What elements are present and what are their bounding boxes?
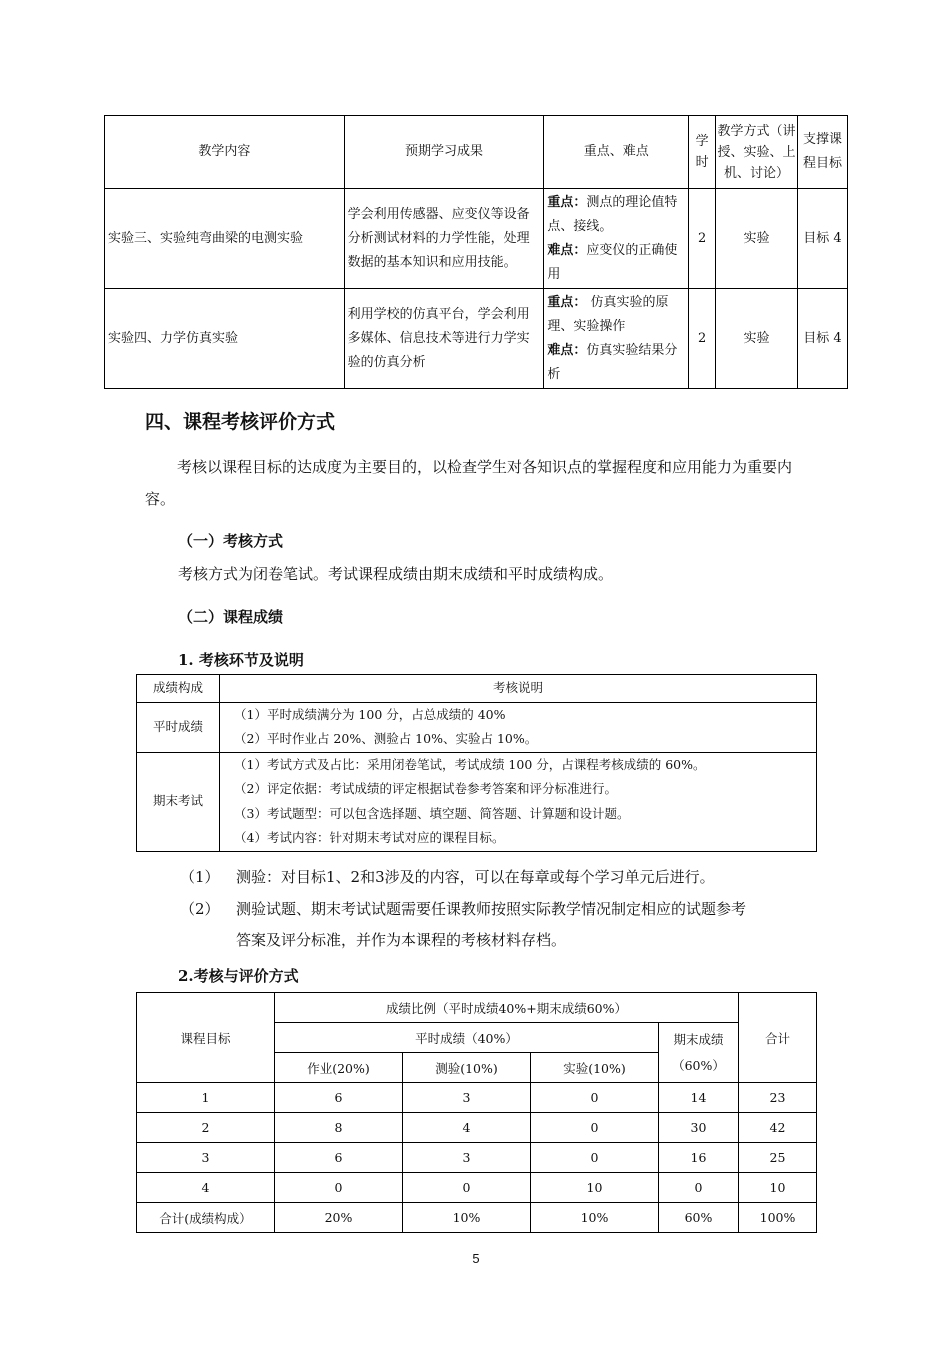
final-grade-label: 期末成绩	[673, 1031, 724, 1047]
cell-homework: 0	[275, 1173, 403, 1203]
cell-final: 0	[659, 1173, 739, 1203]
cell-final: 16	[659, 1143, 739, 1173]
table-header-row	[105, 116, 848, 189]
header-target: 支撑课程目标	[798, 116, 848, 189]
cell-total: 25	[739, 1143, 817, 1173]
header-homework: 作业(20%)	[275, 1053, 403, 1083]
section-intro: 考核以课程目标的达成度为主要目的，以检查学生对各知识点的掌握程度和应用能力为重要内容。	[145, 458, 793, 508]
row-method: 实验	[716, 189, 798, 289]
header-quiz: 测验(10%)	[403, 1053, 531, 1083]
table-row	[137, 702, 817, 752]
row-target: 目标 4	[798, 289, 848, 389]
cell-lab: 0	[531, 1143, 659, 1173]
description-line: （1）平时成绩满分为 100 分，占总成绩的 40%	[234, 706, 506, 722]
row-key-points	[544, 189, 689, 289]
header-course-target: 课程目标	[137, 993, 275, 1083]
cell-total: 10	[739, 1173, 817, 1203]
note-text: 测验试题、期末考试试题需要任课教师按照实际教学情况制定相应的试题参考	[236, 900, 747, 918]
cell-lab: 0	[531, 1083, 659, 1113]
cell-total: 42	[739, 1113, 817, 1143]
key-text: 仿真实验的原理、实验操作	[547, 294, 669, 334]
header-content: 教学内容	[105, 116, 345, 189]
cell-lab: 10	[531, 1173, 659, 1203]
subsection-course-grade: （二）课程成绩	[178, 608, 284, 626]
row-name: 平时成绩	[137, 702, 220, 752]
description-line: （4）考试内容：针对期末考试对应的课程目标。	[234, 830, 505, 845]
description-line: （3）考试题型：可以包含选择题、填空题、简答题、计算题和设计题。	[234, 805, 630, 821]
header-total: 合计	[739, 993, 817, 1083]
row-description	[220, 752, 817, 851]
cell-final: 60%	[659, 1203, 739, 1233]
note-number: （2）	[180, 900, 220, 918]
row-method: 实验	[716, 289, 798, 389]
header-grade-ratio: 成绩比例（平时成绩40%+期末成绩60%）	[275, 993, 739, 1023]
subsection-assessment-method: （一）考核方式	[178, 532, 284, 550]
table-row	[137, 1083, 817, 1113]
row-outcome: 学会利用传感器、应变仪等设备分析测试材料的力学性能，处理数据的基本知识和应用技能。	[344, 189, 544, 289]
cell-target: 2	[137, 1113, 275, 1143]
header-key-points: 重点、难点	[544, 116, 689, 189]
header-grade-component: 成绩构成	[137, 675, 220, 703]
hard-text: 应变仪的正确使用	[547, 242, 678, 282]
assessment-method-text: 考核方式为闭卷笔试。考试课程成绩由期末成绩和平时成绩构成。	[178, 565, 614, 583]
cell-homework: 20%	[275, 1203, 403, 1233]
header-lab: 实验(10%)	[531, 1053, 659, 1083]
table-header-row	[137, 675, 817, 703]
cell-quiz: 0	[403, 1173, 531, 1203]
cell-total: 23	[739, 1083, 817, 1113]
cell-target: 4	[137, 1173, 275, 1203]
item-assessment-components: 1. 考核环节及说明	[178, 651, 304, 669]
table-row	[137, 1113, 817, 1143]
header-final-grade	[659, 1023, 739, 1083]
row-hours: 2	[689, 189, 716, 289]
cell-quiz: 3	[403, 1143, 531, 1173]
row-key-points	[544, 289, 689, 389]
item-evaluation-method: 2.考核与评价方式	[178, 967, 299, 985]
final-grade-percent: （60%）	[672, 1057, 725, 1073]
page-number: 5	[472, 1251, 480, 1266]
cell-quiz: 10%	[403, 1203, 531, 1233]
cell-homework: 6	[275, 1083, 403, 1113]
cell-homework: 6	[275, 1143, 403, 1173]
key-text: 测点的理论值特点、接线。	[547, 194, 678, 234]
note-number: （1）	[180, 868, 220, 886]
section-title: 四、课程考核评价方式	[145, 411, 336, 433]
table-row	[105, 289, 848, 389]
cell-quiz: 4	[403, 1113, 531, 1143]
row-hours: 2	[689, 289, 716, 389]
table-row	[137, 1173, 817, 1203]
cell-lab: 0	[531, 1113, 659, 1143]
header-description: 考核说明	[220, 675, 817, 703]
cell-quiz: 3	[403, 1083, 531, 1113]
note-text-continued: 答案及评分标准，并作为本课程的考核材料存档。	[236, 931, 567, 949]
table-row	[137, 752, 817, 851]
description-line: （1）考试方式及占比：采用闭卷笔试，考试成绩 100 分，占课程考核成绩的 60%。	[234, 756, 706, 772]
key-label: 重点：	[547, 294, 587, 310]
header-method: 教学方式（讲授、实验、上机、讨论）	[716, 116, 798, 189]
table-row-total	[137, 1203, 817, 1233]
cell-total: 100%	[739, 1203, 817, 1233]
row-name: 期末考试	[137, 752, 220, 851]
table-row	[105, 189, 848, 289]
header-regular-grade: 平时成绩（40%）	[275, 1023, 659, 1053]
table-header-row	[137, 993, 817, 1023]
table-row	[137, 1143, 817, 1173]
assessment-components-table	[136, 674, 817, 852]
teaching-content-table	[104, 115, 848, 389]
header-hours: 学时	[689, 116, 716, 189]
grade-ratio-table	[136, 992, 817, 1233]
header-outcome: 预期学习成果	[344, 116, 544, 189]
hard-label: 难点：	[547, 342, 587, 358]
hard-label: 难点：	[547, 242, 587, 258]
cell-target: 1	[137, 1083, 275, 1113]
description-line: （2）平时作业占 20%、测验占 10%、实验占 10%。	[234, 731, 538, 746]
cell-homework: 8	[275, 1113, 403, 1143]
row-outcome: 利用学校的仿真平台，学会利用多媒体、信息技术等进行力学实验的仿真分析	[344, 289, 544, 389]
cell-target: 合计(成绩构成）	[137, 1203, 275, 1233]
key-label: 重点：	[547, 194, 587, 210]
note-text: 测验：对目标1、2和3涉及的内容，可以在每章或每个学习单元后进行。	[236, 868, 715, 886]
hard-text: 仿真实验结果分析	[547, 342, 678, 382]
description-line: （2）评定依据：考试成绩的评定根据试卷参考答案和评分标准进行。	[234, 781, 617, 796]
row-target: 目标 4	[798, 189, 848, 289]
row-content: 实验四、力学仿真实验	[105, 289, 345, 389]
row-description	[220, 702, 817, 752]
row-content: 实验三、实验纯弯曲梁的电测实验	[105, 189, 345, 289]
cell-lab: 10%	[531, 1203, 659, 1233]
cell-final: 30	[659, 1113, 739, 1143]
cell-final: 14	[659, 1083, 739, 1113]
cell-target: 3	[137, 1143, 275, 1173]
